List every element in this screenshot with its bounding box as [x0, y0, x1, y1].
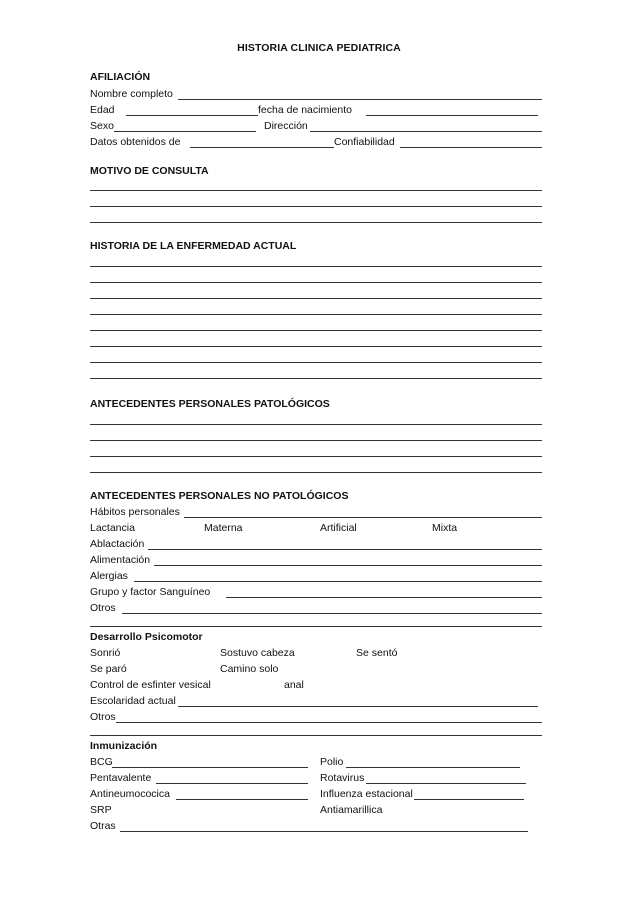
field-rotavirus[interactable] — [366, 783, 526, 784]
milestone-se-sento[interactable]: Se sentó — [356, 647, 398, 659]
enfermedad-line[interactable] — [90, 266, 542, 267]
enfermedad-line[interactable] — [90, 346, 542, 347]
label-polio: Polio — [320, 756, 344, 768]
row-vacunas-1 — [90, 756, 542, 770]
label-rotavirus: Rotavirus — [320, 772, 365, 784]
motivo-line[interactable] — [90, 190, 542, 191]
label-pentavalente: Pentavalente — [90, 772, 152, 784]
milestone-anal[interactable]: anal — [284, 679, 304, 691]
label-habitos: Hábitos personales — [90, 506, 180, 518]
field-pentavalente[interactable] — [156, 783, 308, 784]
row-alimentacion — [90, 554, 542, 568]
field-antineumococica[interactable] — [176, 799, 308, 800]
field-grupo-sanguineo[interactable] — [226, 597, 542, 598]
section-motivo-heading: MOTIVO DE CONSULTA — [90, 165, 209, 177]
option-artificial[interactable]: Artificial — [320, 522, 357, 534]
section-patologicos-heading: ANTECEDENTES PERSONALES PATOLÓGICOS — [90, 398, 330, 410]
field-nombre[interactable] — [178, 99, 542, 100]
patologicos-line[interactable] — [90, 456, 542, 457]
section-enfermedad-heading: HISTORIA DE LA ENFERMEDAD ACTUAL — [90, 240, 297, 252]
row-ablactacion — [90, 538, 542, 552]
motivo-line[interactable] — [90, 206, 542, 207]
milestone-sostuvo-cabeza[interactable]: Sostuvo cabeza — [220, 647, 295, 659]
option-mixta[interactable]: Mixta — [432, 522, 458, 534]
row-vacunas-2 — [90, 772, 542, 786]
field-direccion[interactable] — [310, 131, 542, 132]
label-ablactacion: Ablactación — [90, 538, 145, 550]
field-confiabilidad[interactable] — [400, 147, 542, 148]
row-hitos-1 — [90, 647, 542, 661]
patologicos-line[interactable] — [90, 424, 542, 425]
label-grupo-sanguineo: Grupo y factor Sanguíneo — [90, 586, 211, 598]
label-desarrollo-otros: Otros — [90, 711, 116, 723]
field-alergias[interactable] — [134, 581, 542, 582]
label-otras: Otras — [90, 820, 116, 832]
desarrollo-otros-line[interactable] — [90, 735, 542, 736]
label-confiabilidad: Confiabilidad — [334, 136, 395, 148]
enfermedad-line[interactable] — [90, 282, 542, 283]
label-lactancia: Lactancia — [90, 522, 135, 534]
field-ablactacion[interactable] — [148, 549, 542, 550]
section-afiliacion-heading: AFILIACIÓN — [90, 71, 151, 83]
field-escolaridad[interactable] — [178, 706, 538, 707]
enfermedad-line[interactable] — [90, 378, 542, 379]
milestone-camino-solo[interactable]: Camino solo — [220, 663, 279, 675]
section-inmunizacion-heading: Inmunización — [90, 740, 158, 752]
section-no-patologicos-heading: ANTECEDENTES PERSONALES NO PATOLÓGICOS — [90, 490, 349, 502]
label-influenza: Influenza estacional — [320, 788, 413, 800]
label-sexo: Sexo — [90, 120, 114, 132]
label-srp: SRP — [90, 804, 112, 816]
row-vacunas-4 — [90, 804, 542, 818]
label-alergias: Alergias — [90, 570, 128, 582]
field-alimentacion[interactable] — [154, 565, 542, 566]
label-otros: Otros — [90, 602, 116, 614]
page-title: HISTORIA CLINICA PEDIATRICA — [237, 42, 401, 54]
label-alimentacion: Alimentación — [90, 554, 151, 566]
row-otros — [90, 602, 542, 616]
field-fecha-nacimiento[interactable] — [366, 115, 538, 116]
label-bcg: BCG — [90, 756, 113, 768]
patologicos-line[interactable] — [90, 472, 542, 473]
field-habitos[interactable] — [184, 517, 542, 518]
milestone-sonrio[interactable]: Sonrió — [90, 647, 121, 659]
row-datos — [90, 136, 542, 150]
label-datos-obtenidos: Datos obtenidos de — [90, 136, 181, 148]
row-vacunas-otras — [90, 820, 542, 834]
label-nombre: Nombre completo — [90, 88, 173, 100]
label-escolaridad: Escolaridad actual — [90, 695, 176, 707]
row-edad — [90, 104, 542, 118]
field-edad[interactable] — [126, 115, 258, 116]
patologicos-line[interactable] — [90, 440, 542, 441]
field-sexo[interactable] — [114, 131, 256, 132]
enfermedad-line[interactable] — [90, 298, 542, 299]
enfermedad-line[interactable] — [90, 362, 542, 363]
row-hitos-2 — [90, 663, 542, 677]
row-lactancia — [90, 522, 542, 536]
row-habitos — [90, 506, 542, 520]
row-control-esfinter — [90, 679, 542, 693]
row-desarrollo-otros — [90, 711, 542, 725]
row-nombre — [90, 88, 542, 102]
otros-line[interactable] — [90, 626, 542, 627]
field-datos-obtenidos[interactable] — [190, 147, 334, 148]
enfermedad-line[interactable] — [90, 330, 542, 331]
label-edad: Edad — [90, 104, 115, 116]
label-direccion: Dirección — [264, 120, 308, 132]
row-grupo-sanguineo — [90, 586, 542, 600]
motivo-line[interactable] — [90, 222, 542, 223]
option-materna[interactable]: Materna — [204, 522, 243, 534]
row-escolaridad — [90, 695, 542, 709]
field-bcg[interactable] — [112, 767, 308, 768]
row-alergias — [90, 570, 542, 584]
section-desarrollo-heading: Desarrollo Psicomotor — [90, 631, 203, 643]
field-polio[interactable] — [346, 767, 520, 768]
label-antiamarillica: Antiamarillica — [320, 804, 383, 816]
field-desarrollo-otros[interactable] — [116, 722, 542, 723]
label-fecha-nacimiento: fecha de nacimiento — [258, 104, 352, 116]
milestone-se-paro[interactable]: Se paró — [90, 663, 127, 675]
milestone-control-esfinter-vesical[interactable]: Control de esfinter vesical — [90, 679, 211, 691]
field-otras[interactable] — [120, 831, 528, 832]
row-vacunas-3 — [90, 788, 542, 802]
field-otros[interactable] — [122, 613, 542, 614]
row-sexo — [90, 120, 542, 134]
field-influenza[interactable] — [414, 799, 524, 800]
enfermedad-line[interactable] — [90, 314, 542, 315]
label-antineumococica: Antineumococica — [90, 788, 170, 800]
